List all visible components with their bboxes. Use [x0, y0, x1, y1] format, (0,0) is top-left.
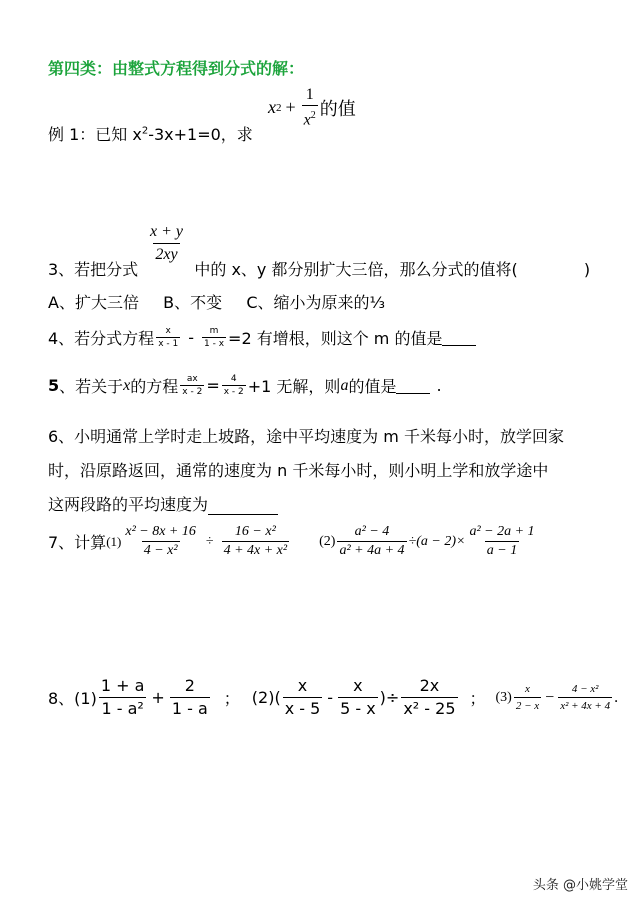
q3-fraction: $\frac{x + y}{2xy}$ — [150, 223, 183, 263]
option-b: B、不变 — [163, 293, 223, 312]
answer-blank[interactable] — [208, 498, 278, 515]
question-3: 3、若把分式 中的 x、y 都分别扩大三倍，那么分式的值将( ) — [48, 260, 591, 279]
question-7: 7、计算 (1) $\frac{\text{x² − 8x + 16}}{\text{4 − x²}}$ ÷ $\frac{\text{16 − x²}}{\text{4 + 4x + x²}}$ (2) $\frac{\text{a² − 4}}{\text{a² + 4a + 4}}$ ÷(a − 2)× $\frac{\text{a² − 2a + 1}}{a - 1}$ — [48, 524, 535, 558]
answer-blank[interactable] — [396, 377, 430, 394]
option-a: A、扩大三倍 — [48, 293, 139, 312]
option-c: C、缩小为原来的⅓ — [246, 293, 385, 312]
example-1: 例 1：已知 $x^2-3x+1=0$，求 — [48, 125, 253, 144]
answer-blank[interactable] — [442, 329, 476, 346]
ex1-formula: x 2 + $\frac{1}{x^2}$ 的值 — [268, 86, 356, 129]
watermark: 头条 @小姚学堂 — [532, 878, 628, 893]
question-8: 8、(1) $\frac{1 + a}{\text{1 - a²}}$ + $\frac{2}{1 - a}$ ； (2)( $\frac{x}{x - 5}$ - $\frac{x}{5 - x}$ )÷ $\frac{2x}{\text{x² - 25}}$ ； (3) $\frac{x}{2 - x}$ − $\frac{\text{4 − x²}}{\text{x² + 4x + 4}}$ . — [48, 676, 619, 718]
q6-line3: 这两段路的平均速度为 — [48, 492, 278, 515]
question-4: 4、若分式方程 $\frac{x}{x - 1}$ - $\frac{m}{1 - x}$ =2 有增根，则这个 m 的值是 — [48, 326, 476, 349]
q3-options — [48, 290, 385, 313]
question-5: 5 、若关于 x 的方程 $\frac{ax}{x - 2}$ = $\frac{4}{x - 2}$ +1 无解，则 a 的值是 . — [48, 374, 442, 397]
section-heading: 第四类：由整式方程得到分式的解： — [48, 59, 305, 78]
q6-line2: 时，沿原路返回，通常的速度为 n 千米每小时，则小明上学和放学途中 — [48, 461, 549, 480]
q6-line1: 6、小明通常上学时走上坡路，途中平均速度为 m 千米每小时，放学回家 — [48, 427, 564, 446]
